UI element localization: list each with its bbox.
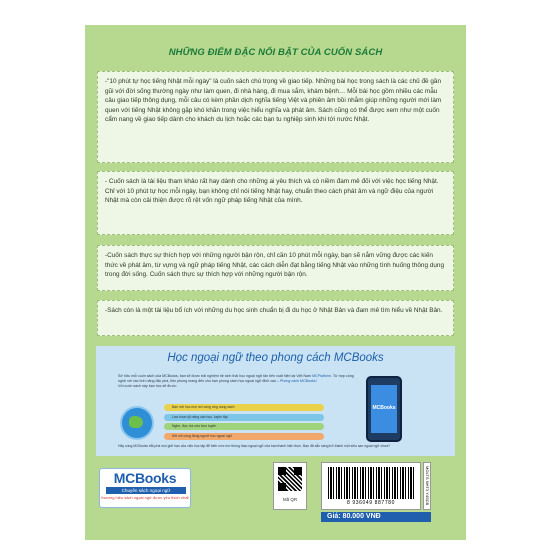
qr-label: Mã QR bbox=[282, 497, 298, 502]
promo-intro-text: Sở hữu mỗi cuốn sách của MCBooks, bạn sẽ được trải nghiệm hệ sinh thái học ngoại ngữ tân tiến xuất hiện tại Việt Nam bbox=[118, 374, 312, 378]
phone-screen bbox=[371, 385, 397, 433]
barcode-number: 8 936049 887780 bbox=[347, 500, 395, 506]
promo-title: Học ngoại ngữ theo phong cách MCBooks bbox=[167, 352, 384, 364]
feature-text-3: -Cuốn sách thực sự thích hợp với những người bận rộn, chỉ cần 10 phút mỗi ngày, bạn sẽ nắm vững được các kiến thức về phát âm, từ vựng và ngữ pháp tiếng Nhật, các cách diễn đạt bằng tiếng Nhật vào những tình huống thông dụng trong đời sống. Cuốn sách thực sự thích hợp với những người bận rộn. bbox=[105, 252, 445, 279]
promo-style-link: Phong cách MCBooks! bbox=[280, 379, 317, 384]
promo-intro bbox=[118, 374, 358, 390]
promo-intro-rest: . Từ hợp công nghệ với các tính năng đặc phá, tiện phong mang đến cho bạn phong cách học ngoại ngữ đỉnh cao – bbox=[118, 374, 354, 384]
qr-box bbox=[273, 462, 307, 510]
logo-wordmark: MCBooks bbox=[113, 470, 177, 486]
isbn-side-strip: MOLTS NHT3 Y4SCB bbox=[423, 462, 431, 510]
feature-box-4 bbox=[97, 300, 454, 336]
feature-box-1 bbox=[97, 71, 454, 163]
promo-platform-link: MCPlatform bbox=[312, 374, 332, 378]
publisher-logo bbox=[99, 468, 191, 508]
promo-feature-item: Kết nối cộng đồng người học ngoại ngữ bbox=[164, 433, 324, 440]
price-label: Giá: 80.000 VNĐ bbox=[321, 512, 431, 522]
promo-panel bbox=[96, 346, 455, 456]
logo-tagline: thương hiệu sách ngoại ngữ được yêu thích nhất bbox=[101, 495, 189, 500]
barcode-box bbox=[321, 462, 421, 510]
promo-feature-item: Bạn mở học mọi nơi cùng ứng dụng sách bbox=[164, 404, 324, 411]
feature-box-2 bbox=[97, 171, 454, 235]
promo-feature-list bbox=[164, 404, 324, 442]
feature-text-2: - Cuốn sách là tài liệu tham khảo rất hay dành cho những ai yêu thích và có niềm đam mê đối với việc học tiếng Nhật. Chỉ với 10 phút tự học mỗi ngày, bạn không chỉ nói tiếng Nhật hay, chuẩn theo cách phát âm và ngữ điệu của người Nhật mà còn cải thiện được rõ rệt vốn ngữ pháp tiếng Nhật của mình. bbox=[105, 178, 439, 205]
phone-icon bbox=[366, 376, 402, 442]
promo-feature-item: Lựa chọn kỹ năng cần học, luyện tập bbox=[164, 414, 324, 421]
logo-subtitle: Chuyên sách ngoại ngữ bbox=[106, 487, 186, 494]
promo-outro: Hãy cùng MCBooks bắt phá mọi giới hạn của việc học tập để biến ước mơ thông thạo ngoại ngữ của bạn thành hiện thực. Bạn đã sẵn sàng trở thành một siêu sao ngoại ngữ chưa? bbox=[118, 444, 391, 448]
feature-text-4: -Sách còn là một tài liệu bổ ích với những du học sinh chuẩn bị đi du học ở Nhật Bản và đam mê tìm hiểu về Nhật Bản. bbox=[105, 307, 443, 314]
features-heading: NHỮNG ĐIỂM ĐẶC NỔI BẬT CỦA CUỐN SÁCH bbox=[168, 47, 383, 58]
phone-app-label: MCBooks bbox=[372, 405, 396, 411]
feature-text-1: -"10 phút tự học tiếng Nhật mỗi ngày" là cuốn sách chú trọng về giao tiếp. Những bài học trong sách là các chủ đề gần gũi với đời sống thường ngày như làm quen, đi nhà hàng, đi mua sắm, khám bệnh… Mỗi bài học gồm nhiều các mẫu câu giao tiếp thông dụng, mỗi câu có kèm phần dịch nghĩa tiếng Việt và phiên âm bồi nhằm giúp những người mới làm quen với tiếng Nhật không gặp khó khăn trong việc hiểu nghĩa và phát âm. Sách cũng có thể được xem như một cuốn cẩm nang về giao tiếp dành cho khách du lịch hoặc các bạn tu nghiệp sinh khi tới nước Nhật. bbox=[105, 78, 442, 124]
feature-box-3 bbox=[97, 245, 454, 291]
promo-feature-item: Nghe, đọc, tra cứu trực tuyến bbox=[164, 423, 324, 430]
book-back-cover bbox=[85, 25, 466, 540]
qr-code-icon bbox=[278, 467, 302, 491]
promo-intro-end: Với cuốn sách này bạn học sẽ được: bbox=[118, 384, 177, 389]
barcode-icon bbox=[328, 467, 414, 499]
globe-icon bbox=[120, 406, 154, 440]
